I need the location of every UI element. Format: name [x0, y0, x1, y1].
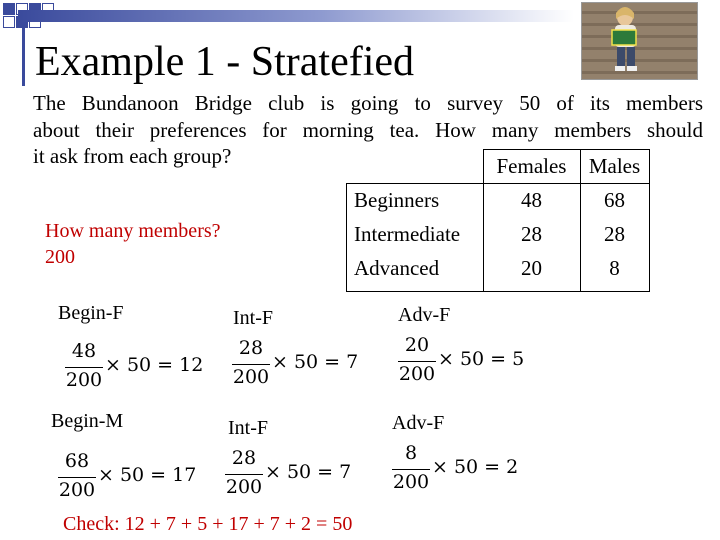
problem-line: about their preferences for morning tea. How many members should [33, 117, 703, 142]
table-row [346, 217, 649, 251]
table-cell: 28 [604, 221, 625, 246]
table-cell: 48 [521, 187, 542, 212]
fraction-numerator: 48 [71, 340, 97, 362]
fraction-numerator: 28 [231, 447, 257, 469]
preferences-table [346, 149, 649, 285]
title-gradient-bar [18, 10, 574, 22]
fraction-result: × 50 = 5 [438, 348, 525, 370]
calc-label: Adv-F [392, 412, 445, 434]
table-header-males: Males [588, 153, 641, 178]
fraction-denominator: 200 [232, 366, 270, 388]
fraction-numerator: 68 [64, 450, 90, 472]
table-corner-cell [346, 149, 483, 183]
calc-label: Int-F [233, 307, 273, 329]
fraction-result: × 50 = 7 [272, 351, 359, 373]
fraction-numerator: 20 [404, 334, 430, 356]
reading-student-photo [581, 2, 698, 80]
table-header-females: Females [496, 153, 567, 178]
fraction-bar [232, 364, 270, 365]
fraction-result: × 50 = 12 [105, 354, 204, 376]
fraction-result: × 50 = 7 [265, 461, 352, 483]
slide-title: Example 1 - Stratefied [35, 39, 415, 85]
decor-square [3, 16, 15, 28]
table-row-label: Beginners [354, 187, 440, 212]
question-text: How many members? [45, 220, 221, 242]
decor-square [3, 3, 15, 15]
question-answer: 200 [45, 246, 75, 268]
fraction-result: × 50 = 17 [98, 464, 197, 486]
total-members-question [45, 218, 221, 270]
problem-line: The Bundanoon Bridge club is going to survey 50 of its members [33, 91, 703, 115]
calc-label: Begin-M [51, 410, 124, 432]
table-cell: 28 [521, 221, 542, 246]
fraction-bar [65, 367, 103, 368]
table-cell: 20 [521, 255, 542, 280]
fraction-denominator: 200 [392, 471, 430, 493]
fraction-bar [392, 469, 430, 470]
fraction-numerator: 8 [404, 442, 418, 464]
fraction-denominator: 200 [58, 479, 96, 501]
check-sum: Check: 12 + 7 + 5 + 17 + 7 + 2 = 50 [63, 513, 353, 535]
table-row-label: Advanced [354, 255, 440, 280]
calc-label: Adv-F [398, 304, 451, 326]
table-header-row [346, 149, 649, 183]
table-border [649, 149, 650, 291]
table-cell: 8 [609, 255, 620, 280]
table-row-label: Intermediate [354, 221, 461, 246]
fraction-result: × 50 = 2 [432, 456, 519, 478]
calc-label: Begin-F [58, 302, 124, 324]
table-cell: 68 [604, 187, 625, 212]
fraction-denominator: 200 [65, 369, 103, 391]
table-row [346, 251, 649, 285]
problem-line: it ask from each group? [33, 144, 232, 168]
table-row [346, 183, 649, 217]
calc-label: Int-F [228, 417, 268, 439]
fraction-bar [225, 474, 263, 475]
fraction-bar [58, 477, 96, 478]
fraction-denominator: 200 [225, 476, 263, 498]
table-border [346, 291, 650, 292]
fraction-numerator: 28 [238, 337, 264, 359]
fraction-denominator: 200 [398, 363, 436, 385]
fraction-bar [398, 361, 436, 362]
title-vertical-rule [22, 26, 25, 86]
